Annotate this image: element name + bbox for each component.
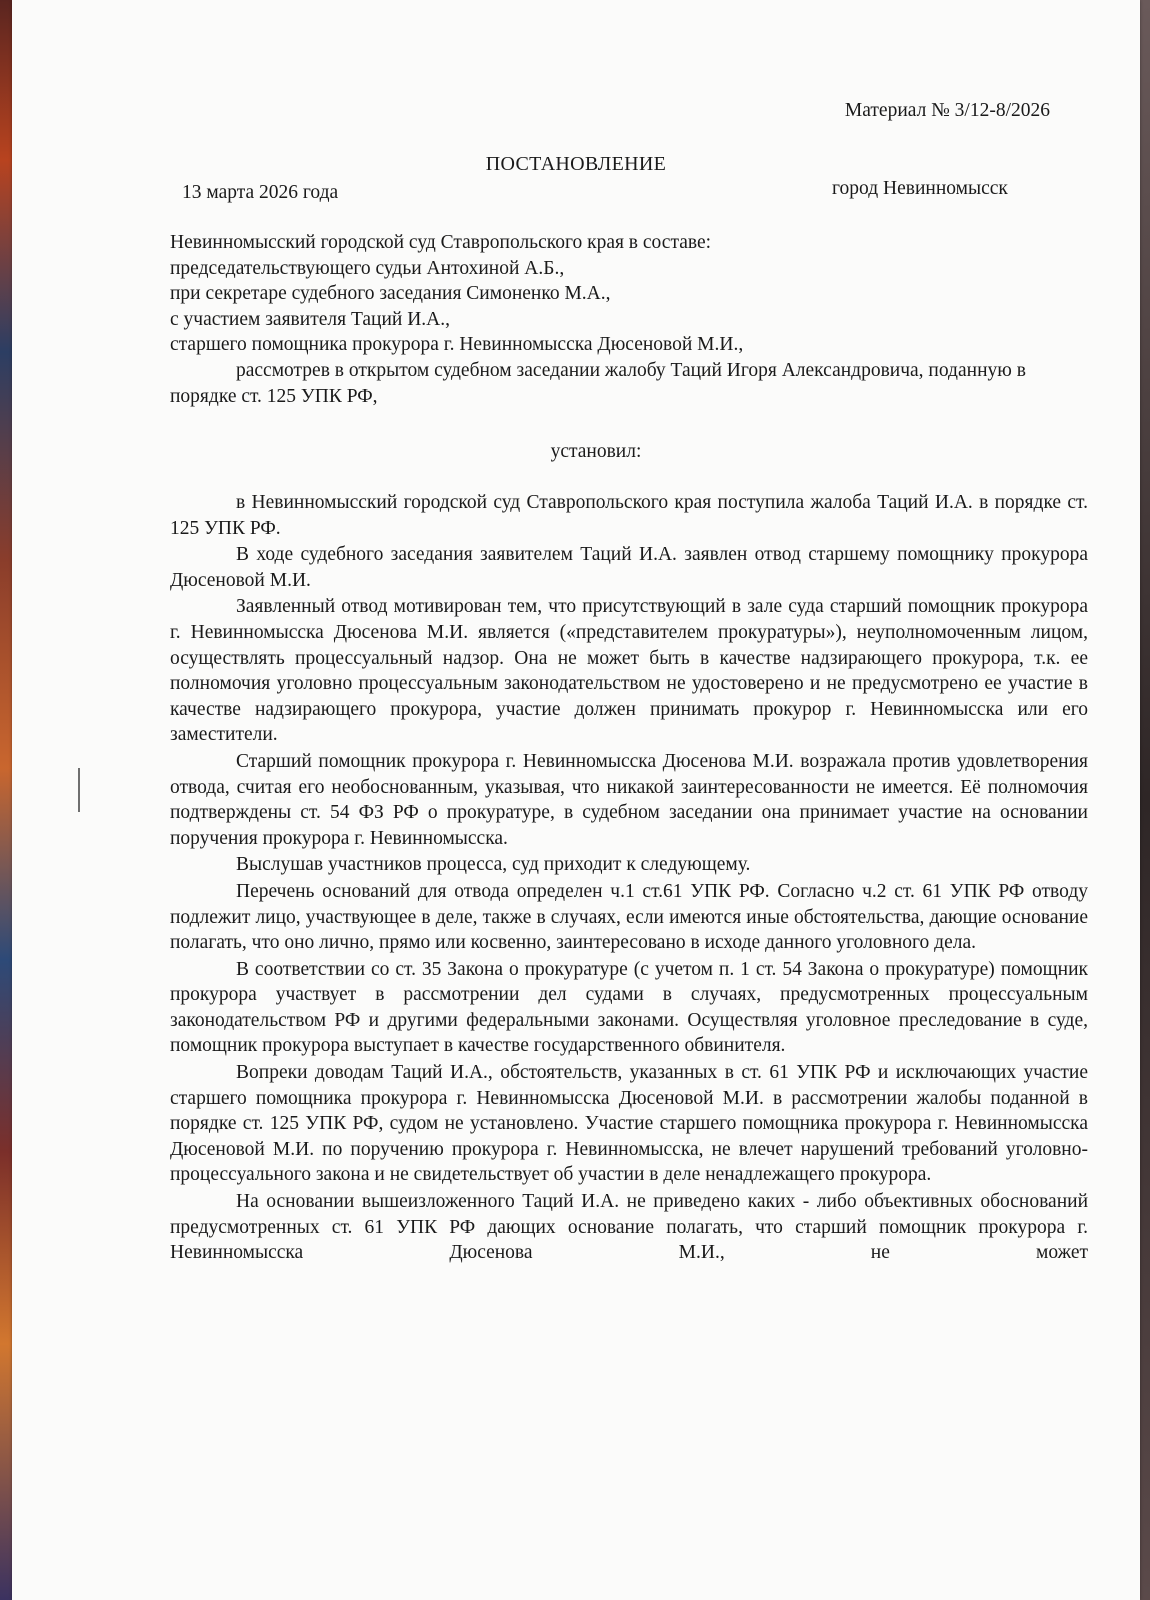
document-date: 13 марта 2026 года [182,182,339,203]
intro-line: председательствующего судьи Антохиной А.Б., [170,257,565,279]
paragraph: На основании вышеизложенного Таций И.А. не приведено каких - либо объективных обоснований предусмотренных ст. 61 УПК РФ дающих основание полагать, что старший помощник прокурора г. Невинномысска Дюсенова М.И., не может [170,1191,1088,1264]
established-heading: установил: [550,441,642,462]
paragraph: Вопреки доводам Таций И.А., обстоятельств, указанных в ст. 61 УПК РФ и исключающих участие старшего помощника прокурора г. Невинномысска Дюсеновой М.И. в рассмотрении жалобы поданной в порядке ст. 125 УПК РФ, судом не установлено. Участие старшего помощника прокурора г. Невинномысска Дюсеновой М.И. по поручению прокурора г. Невинномысска, не влечет нарушений требований уголовно-процессуального закона и не свидетельствует об участии в деле ненадлежащего прокурора. [170,1062,1088,1186]
margin-mark [78,768,80,812]
paragraph: Выслушав участников процесса, суд приходит к следующему. [236,854,751,876]
paragraph: Перечень оснований для отвода определен ч.1 ст.61 УПК РФ. Согласно ч.2 ст. 61 УПК РФ отводу подлежит лицо, участвующее в деле, также в случаях, если имеются иные обстоятельства, дающие основание полагать, что оно лично, прямо или косвенно, заинтересовано в исходе данного уголовного дела. [170,880,1088,954]
document-title: ПОСТАНОВЛЕНИЕ [485,153,667,175]
intro-line: с участием заявителя Таций И.А., [170,308,450,330]
intro-line: старшего помощника прокурора г. Невинномысска Дюсеновой М.И., [170,334,744,356]
document-body [170,490,1088,1266]
intro-line: Невинномысский городской суд Ставропольского края в составе: [170,232,712,253]
paragraph: Заявленный отвод мотивирован тем, что присутствующий в зале суда старший помощник прокурора г. Невинномысска Дюсенова М.И. является («представителем прокуратуры»), неуполномоченным лицом, осуществлять процессуальный надзор. Она не может быть в качестве надзирающего прокурора, т.к. ее полномочия уголовно процессуальным законодательством не удостоверено и не предусмотрено ее участие в качестве надзирающего прокурора, участие должен принимать прокурор г. Невинномысска или его заместители. [170,596,1088,746]
paragraph: В соответствии со ст. 35 Закона о прокуратуре (с учетом п. 1 ст. 54 Закона о прокуратуре) помощник прокурора участвует в рассмотрении дел судами в случаях, предусмотренных процессуальным законодательством РФ и другими федеральными законами. Осуществляя уголовное преследование в суде, помощник прокурора выступает в качестве государственного обвинителя. [170,958,1088,1057]
paragraph: В ходе судебного заседания заявителем Таций И.А. заявлен отвод старшему помощнику прокурора Дюсеновой М.И. [170,544,1088,591]
document-city: город Невинномысск [832,178,1008,199]
intro-line: при секретаре судебного заседания Симоненко М.А., [170,283,611,305]
material-number: Материал № 3/12-8/2026 [844,100,1050,121]
considering-line: рассмотрев в открытом судебном заседании жалобу Таций Игоря Александровича, поданную в порядке ст. 125 УПК РФ, [170,359,1026,407]
paragraph: в Невинномысский городской суд Ставропольского края поступила жалоба Таций И.А. в порядке ст. 125 УПК РФ. [170,492,1088,539]
paragraph: Старший помощник прокурора г. Невинномысска Дюсенова М.И. возражала против удовлетворения отвода, считая его необоснованным, указывая, что никакой заинтересованности не имеется. Её полномочия подтверждены ст. 54 ФЗ РФ о прокуратуре, в судебном заседании она принимает участие на основании поручения прокурора г. Невинномысска. [170,750,1088,849]
document-page [12,0,1140,1600]
court-composition [170,230,1088,409]
